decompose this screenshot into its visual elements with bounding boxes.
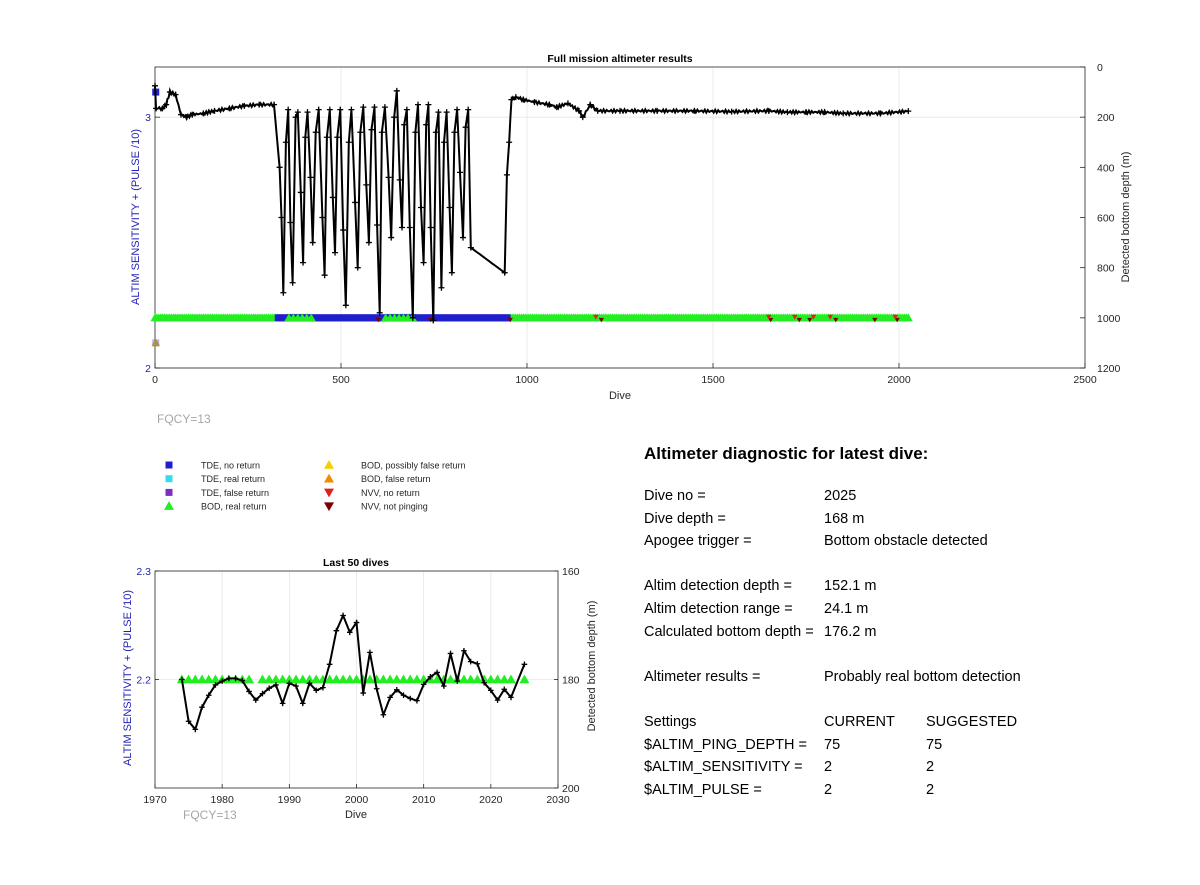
recent-depth-points	[179, 613, 527, 733]
main-right-tick-label: 1200	[1097, 363, 1121, 375]
recent-right-ylabel: Detected bottom depth (m)	[586, 600, 598, 732]
main-x-tick-label: 1500	[701, 374, 725, 386]
main-depth-point	[454, 107, 460, 113]
main-depth-point	[153, 105, 159, 111]
legend-entry-label: NVV, no return	[361, 487, 420, 498]
main-depth-point	[460, 235, 466, 241]
main-left-tick-label: 3	[145, 112, 151, 125]
setting-name: $ALTIM_SENSITIVITY =	[644, 759, 803, 776]
diag-label: Apogee trigger =	[644, 533, 752, 550]
main-depth-point	[444, 109, 450, 115]
main-depth-point	[313, 129, 319, 135]
recent-depth-point	[280, 701, 286, 707]
main-depth-point	[388, 235, 394, 241]
recent-x-tick-label: 1980	[210, 794, 234, 806]
main-depth-points	[152, 83, 911, 324]
main-depth-point	[435, 109, 441, 115]
main-depth-point	[371, 104, 377, 110]
diag-row	[644, 624, 1164, 647]
diag-results-label: Altimeter results =	[644, 668, 761, 685]
main-depth-point	[343, 302, 349, 308]
settings-row	[644, 782, 1164, 805]
main-right-tick-label: 600	[1097, 212, 1115, 225]
recent-right-tick-label: 160	[562, 566, 580, 578]
main-depth-point	[300, 260, 306, 266]
legend-bod-possibly-false-marker	[324, 460, 334, 469]
main-x-tick-label: 2500	[1073, 374, 1097, 386]
diag-spacer	[644, 646, 1164, 669]
main-depth-point	[506, 139, 512, 145]
recent-x-tick-label: 1970	[143, 794, 167, 806]
diag-row	[644, 533, 1164, 556]
recent-x-tick-label: 2010	[411, 794, 436, 806]
recent-depth-point	[293, 683, 299, 689]
recent-left-tick-label: 2.3	[136, 566, 151, 578]
main-depth-point	[332, 250, 338, 256]
recent-depth-point	[475, 661, 481, 667]
main-depth-point	[617, 108, 623, 114]
main-x-ticks	[152, 363, 1097, 386]
diagnostic-panel	[644, 444, 1164, 804]
recent-depth-point	[367, 650, 373, 656]
main-depth-point	[382, 104, 388, 110]
diag-value: 176.2 m	[824, 623, 877, 640]
legend-entry-label: TDE, real return	[201, 474, 266, 485]
recent-x-ticks	[143, 784, 570, 806]
recent-depth-point	[522, 662, 528, 668]
main-depth-point	[352, 199, 358, 205]
main-depth-point	[330, 194, 336, 200]
main-depth-point	[152, 83, 158, 89]
legend-entry-label: TDE, no return	[201, 460, 261, 471]
legend-entry-label: BOD, real return	[201, 501, 267, 512]
main-left-ticks	[145, 112, 160, 375]
recent-depth-point	[414, 698, 420, 704]
recent-depth-point	[448, 651, 454, 657]
main-right-tick-label: 1000	[1097, 312, 1121, 325]
main-depth-point	[310, 240, 316, 246]
legend-tde-no-return-marker	[166, 462, 173, 469]
recent-depth-point	[360, 690, 366, 696]
diag-label: Dive no =	[644, 488, 706, 504]
main-depth-point	[285, 107, 291, 113]
main-depth-point	[421, 260, 427, 266]
recent-left-ticks	[136, 566, 159, 687]
diag-results-value: Probably real bottom detection	[824, 668, 1021, 685]
diag-row	[644, 511, 1164, 534]
legend-entry-label: BOD, false return	[361, 474, 431, 485]
recent-x-tick-label: 2000	[344, 794, 369, 806]
main-depth-point	[447, 204, 453, 210]
main-depth-point	[322, 272, 328, 278]
recent-bod-real-return-marker	[244, 675, 254, 684]
main-depth-point	[307, 174, 313, 180]
main-depth-point	[287, 220, 293, 226]
main-right-tick-label: 400	[1097, 162, 1115, 175]
main-depth-point	[348, 107, 354, 113]
legend-nvv-not-pinging-marker	[324, 502, 334, 511]
recent-depth-point	[381, 712, 387, 718]
setting-suggested: 75	[926, 736, 943, 753]
main-depth-point	[425, 102, 431, 108]
legend-entry-label: NVV, not pinging	[361, 501, 428, 512]
settings-header	[644, 714, 1164, 737]
main-depth-point	[366, 240, 372, 246]
setting-name: $ALTIM_PING_DEPTH =	[644, 736, 807, 753]
diag-spacer	[644, 556, 1164, 579]
main-depth-point	[457, 169, 463, 175]
main-depth-point	[379, 129, 385, 135]
main-depth-point	[404, 107, 410, 113]
recent-depth-point	[340, 613, 346, 619]
diag-value: 24.1 m	[824, 600, 869, 617]
setting-current: 2	[824, 759, 833, 776]
main-depth-point	[840, 110, 846, 116]
legend-bod-false-marker	[324, 474, 334, 483]
legend-tde-false-return-marker	[166, 489, 173, 496]
diag-value: Bottom obstacle detected	[824, 533, 988, 550]
main-depth-point	[415, 102, 421, 108]
diag-label: Dive depth =	[644, 510, 726, 527]
legend-nvv-no-return-marker	[324, 489, 334, 498]
recent-fqcy-label: FQCY=13	[183, 808, 237, 822]
main-depth-point	[337, 107, 343, 113]
main-depth-point	[451, 129, 457, 135]
main-depth-point	[305, 109, 311, 115]
main-depth-point	[386, 174, 392, 180]
setting-name: $ALTIM_PULSE =	[644, 781, 762, 798]
main-chart	[130, 53, 1132, 426]
main-depth-point	[418, 204, 424, 210]
main-depth-point	[280, 290, 286, 296]
main-depth-point	[374, 222, 380, 228]
recent-xlabel: Dive	[344, 809, 368, 821]
diag-row	[644, 578, 1164, 601]
main-depth-point	[428, 225, 434, 231]
main-depth-point	[334, 134, 340, 140]
recent-bod-real-return-marker	[506, 675, 516, 684]
setting-current: 75	[824, 736, 841, 753]
settings-header-name: Settings	[644, 713, 697, 730]
main-depth-point	[397, 177, 403, 183]
main-depth-point	[360, 104, 366, 110]
diag-results-row	[644, 669, 1164, 692]
legend-entry-label: BOD, possibly false return	[361, 460, 466, 471]
main-depth-point	[438, 285, 444, 291]
recent-depth-point	[320, 685, 326, 691]
main-depth-point	[302, 134, 308, 140]
main-depth-point	[298, 189, 304, 195]
diag-value: 152.1 m	[824, 578, 877, 595]
recent-depth-point	[374, 686, 380, 692]
recent-bod-real-return-marker	[519, 675, 529, 684]
recent-right-tick-label: 200	[562, 783, 580, 795]
main-depth-point	[784, 109, 790, 115]
legend-entry-label: TDE, false return	[201, 487, 270, 498]
setting-suggested: 2	[926, 759, 935, 776]
main-left-ylabel: ALTIM SENSITIVITY + (PULSE /10)	[130, 129, 142, 305]
legend-bod-real-return-marker	[164, 501, 174, 510]
settings-row	[644, 759, 1164, 782]
settings-header-suggested: SUGGESTED	[926, 713, 1018, 730]
diag-spacer	[644, 691, 1164, 714]
main-title: Full mission altimeter results	[547, 53, 693, 65]
main-depth-point	[369, 127, 375, 133]
diagnostic-title: Altimeter diagnostic for latest dive:	[644, 444, 929, 463]
main-depth-point	[391, 114, 397, 120]
main-depth-point	[399, 225, 405, 231]
legend	[164, 460, 466, 512]
main-depth-point	[729, 109, 735, 115]
main-x-tick-label: 500	[332, 374, 350, 386]
main-depth-point	[449, 270, 455, 276]
main-depth-point	[212, 108, 218, 114]
diag-label: Calculated bottom depth =	[644, 623, 814, 640]
main-depth-point	[905, 108, 911, 114]
main-depth-point	[363, 182, 369, 188]
diag-value: 168 m	[824, 510, 865, 527]
settings-header-current: CURRENT	[824, 713, 895, 730]
main-x-tick-label: 1000	[515, 374, 539, 386]
main-depth-point	[316, 107, 322, 113]
main-right-ylabel: Detected bottom depth (m)	[1120, 151, 1132, 283]
main-depth-point	[407, 225, 413, 231]
main-depth-point	[465, 107, 471, 113]
diag-row	[644, 488, 1164, 511]
diag-label: Altim detection range =	[644, 600, 793, 617]
main-x-tick-label: 0	[152, 374, 158, 386]
main-right-tick-label: 800	[1097, 262, 1115, 275]
recent-depth-series	[182, 616, 525, 730]
main-markers	[151, 89, 913, 347]
main-right-tick-label: 200	[1097, 112, 1115, 125]
main-tde-no-return-marker	[152, 339, 159, 346]
main-xlabel: Dive	[608, 390, 632, 402]
main-depth-point	[441, 139, 447, 145]
main-depth-series	[155, 86, 908, 320]
main-depth-point	[346, 139, 352, 145]
diag-label: Altim detection depth =	[644, 578, 792, 595]
main-depth-point	[357, 129, 363, 135]
diag-row	[644, 601, 1164, 624]
legend-tde-real-return-marker	[166, 475, 173, 482]
recent-depth-point	[327, 662, 333, 668]
main-fqcy-label: FQCY=13	[157, 412, 211, 426]
main-depth-point	[324, 134, 330, 140]
main-depth-point	[504, 172, 510, 178]
recent-x-tick-label: 2020	[479, 794, 503, 806]
main-depth-point	[290, 280, 296, 286]
recent-right-tick-label: 180	[562, 674, 580, 687]
main-depth-point	[355, 265, 361, 271]
main-x-tick-label: 2000	[887, 374, 911, 386]
recent-x-tick-label: 2030	[546, 794, 570, 806]
setting-suggested: 2	[926, 781, 935, 798]
main-depth-point	[277, 164, 283, 170]
recent-depth-point	[300, 701, 306, 707]
recent-left-ylabel: ALTIM SENSITIVITY + (PULSE /10)	[122, 590, 134, 766]
main-depth-point	[412, 129, 418, 135]
diag-value: 2025	[824, 488, 857, 504]
recent-title: Last 50 dives	[323, 557, 389, 569]
main-depth-point	[394, 88, 400, 94]
main-left-tick-label: 2	[145, 363, 151, 375]
recent-x-tick-label: 1990	[277, 794, 302, 806]
settings-row	[644, 737, 1164, 760]
recent-left-tick-label: 2.2	[136, 674, 151, 687]
setting-current: 2	[824, 781, 833, 798]
recent-chart	[122, 557, 598, 822]
main-right-ticks	[1080, 62, 1121, 375]
main-depth-point	[327, 107, 333, 113]
main-right-tick-label: 0	[1097, 62, 1103, 74]
